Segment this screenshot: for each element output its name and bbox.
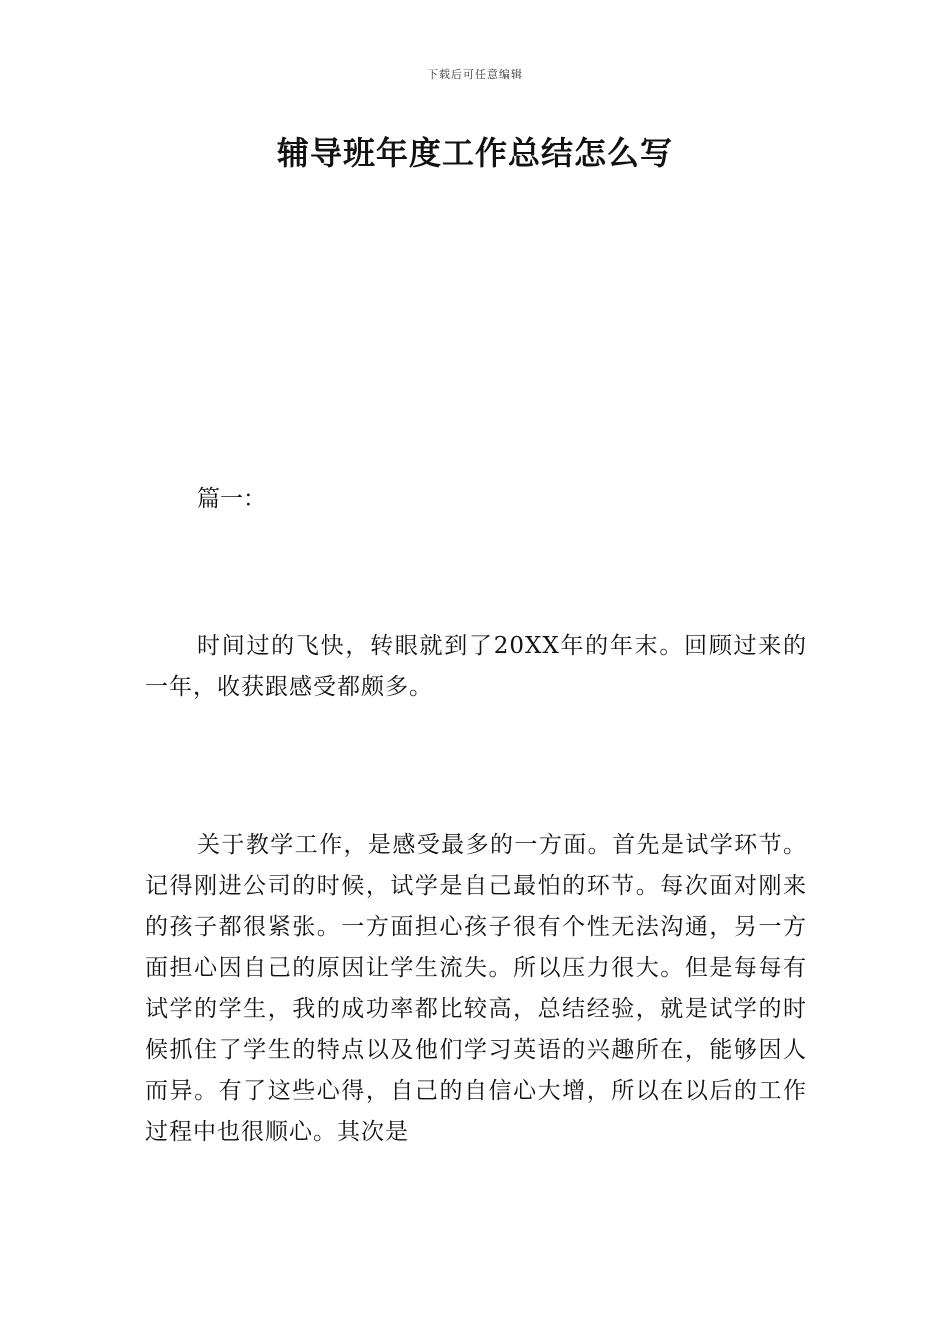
header-note: 下载后可任意编辑 xyxy=(427,68,523,81)
document-title: 辅导班年度工作总结怎么写 xyxy=(276,134,673,172)
paragraph-teaching: 关于教学工作，是感受最多的一方面。首先是试学环节。记得刚进公司的时候，试学是自己最怕的环节。每次面对刚来的孩子都很紧张。一方面担心孩子很有个性无法沟通，另一方面担心因自己的原因让学生流失。所以压力很大。但是每每有试学的学生，我的成功率都比较高，总结经验，就是试学的时候抓住了学生的特点以及他们学习英语的兴趣所在，能够因人而异。有了这些心得，自己的自信心大增，所以在以后的工作过程中也很顺心。其次是 xyxy=(145,832,807,1145)
section-heading: 篇一： xyxy=(197,486,266,512)
paragraph-intro: 时间过的飞快，转眼就到了20XX年的年末。回顾过来的一年，收获跟感受都颇多。 xyxy=(145,633,807,700)
